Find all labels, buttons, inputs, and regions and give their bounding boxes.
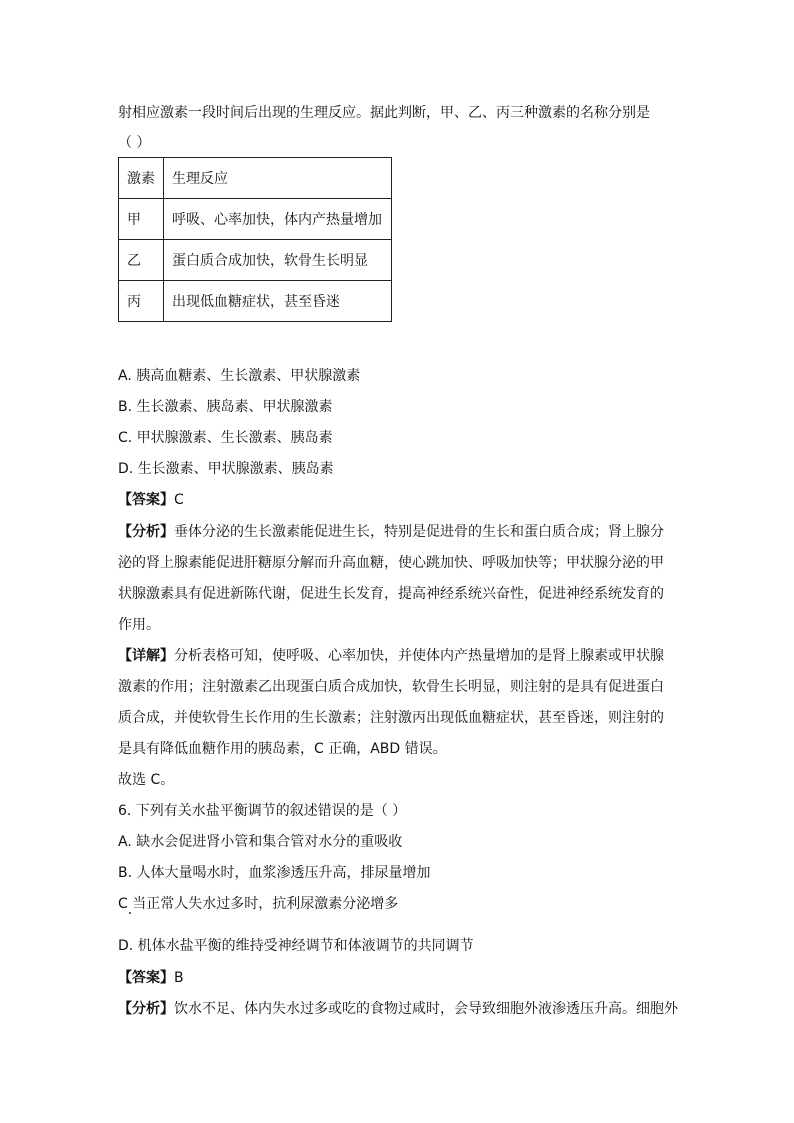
table-header-cell: 激素 [119,158,164,199]
option-c: C. 甲状腺激素、生长激素、胰岛素 [118,430,333,446]
analysis-text: 饮水不足、体内失水过多或吃的食物过咸时，会导致细胞外液渗透压升高。细胞外 [174,1001,678,1017]
detail-line [118,646,664,666]
analysis-text: 状腺激素具有促进新陈代谢，促进生长发育，提高神经系统兴奋性，促进神经系统发育的 [118,586,664,602]
table-cell: 乙 [119,240,164,281]
conclusion-text: 故选 C。 [118,772,175,788]
answer-blank: （ ） [118,135,151,151]
option-a: A. 胰高血糖素、生长激素、甲状腺激素 [118,368,361,384]
table-header-cell: 生理反应 [164,158,392,199]
table-cell: 甲 [119,199,164,240]
detail-text: 质合成，并使软骨生长作用的生长激素；注射激丙出现低血糖症状，甚至昏迷，则注射的 [118,710,664,726]
option-d: D. 生长激素、甲状腺激素、胰岛素 [118,461,334,477]
question-intro-line: 射相应激素一段时间后出现的生理反应。据此判断，甲、乙、丙三种激素的名称分别是 [118,105,650,121]
detail-text: 分析表格可知，使呼吸、心率加快，并使体内产热量增加的是肾上腺素或甲状腺 [174,648,664,664]
detail-label: 【详解】 [118,648,174,664]
q6-analysis-line [118,999,678,1019]
q6-option-c: C 当正常人失水过多时，抗利尿激素分泌增多 [118,896,399,912]
table-row [119,199,392,240]
stray-dot-mark [129,912,131,914]
detail-text: 激素的作用；注射激素乙出现蛋白质合成加快，软骨生长明显，则注射的是具有促进蛋白 [118,679,664,695]
q6-answer-line [118,968,184,988]
table-cell: 出现低血糖症状，甚至昏迷 [164,281,392,322]
table-cell: 丙 [119,281,164,322]
table-header-row [119,158,392,199]
analysis-text: 泌的肾上腺素能促进肝糖原分解而升高血糖，使心跳加快、呼吸加快等；甲状腺分泌的甲 [118,555,664,571]
analysis-text: 作用。 [118,617,160,633]
detail-text: 是具有降低血糖作用的胰岛素，C 正确，ABD 错误。 [118,741,447,757]
answer-line [118,490,184,510]
question-6-stem: 6. 下列有关水盐平衡调节的叙述错误的是（ ） [118,803,407,819]
analysis-line [118,522,664,542]
hormone-table [118,157,392,322]
answer-value: C [174,492,184,508]
analysis-label: 【分析】 [118,1001,174,1017]
q6-option-a: A. 缺水会促进肾小管和集合管对水分的重吸收 [118,834,403,850]
option-b: B. 生长激素、胰岛素、甲状腺激素 [118,399,333,415]
table-cell: 呼吸、心率加快，体内产热量增加 [164,199,392,240]
answer-value: B [174,970,184,986]
table-row [119,240,392,281]
answer-label: 【答案】 [118,492,174,508]
q6-option-b: B. 人体大量喝水时，血浆渗透压升高，排尿量增加 [118,865,431,881]
table-row [119,281,392,322]
analysis-text: 垂体分泌的生长激素能促进生长，特别是促进骨的生长和蛋白质合成；肾上腺分 [174,524,664,540]
q6-option-d: D. 机体水盐平衡的维持受神经调节和体液调节的共同调节 [118,938,474,954]
answer-label: 【答案】 [118,970,174,986]
table-cell: 蛋白质合成加快，软骨生长明显 [164,240,392,281]
analysis-label: 【分析】 [118,524,174,540]
